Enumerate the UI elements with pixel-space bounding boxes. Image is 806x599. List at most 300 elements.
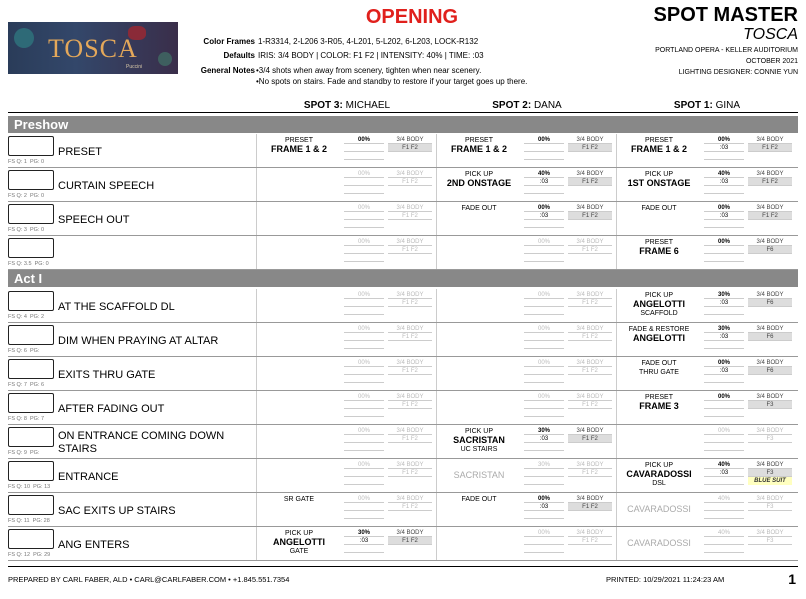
intensity: 40% bbox=[704, 495, 744, 503]
iris: 3/4 BODY bbox=[568, 393, 612, 401]
intensity-time bbox=[704, 427, 744, 457]
iris-color bbox=[388, 359, 432, 389]
cue-ref bbox=[8, 159, 44, 165]
column-divider bbox=[436, 323, 437, 357]
blank-cell bbox=[524, 152, 564, 160]
cue-description: SAC EXITS UP STAIRS bbox=[58, 504, 176, 517]
iris-color bbox=[748, 170, 792, 200]
fs-cue: FS Q: 4 bbox=[8, 314, 27, 320]
fade-time bbox=[344, 144, 384, 152]
iris-color bbox=[568, 291, 612, 321]
color-frame: F3 bbox=[748, 503, 792, 511]
column-divider bbox=[256, 357, 257, 391]
cue-description bbox=[58, 238, 256, 270]
intensity-time bbox=[344, 359, 384, 389]
ghost-target: CAVARADOSSI bbox=[627, 504, 691, 514]
iris: 3/4 BODY bbox=[568, 325, 612, 333]
logo-decoration bbox=[158, 52, 172, 66]
cue-checkbox[interactable] bbox=[8, 238, 54, 258]
action-target: ANGELOTTI bbox=[633, 299, 685, 309]
iris: 3/4 BODY bbox=[568, 461, 612, 469]
iris: 3/4 BODY bbox=[748, 204, 792, 212]
intensity: 00% bbox=[524, 136, 564, 144]
iris: 3/4 BODY bbox=[568, 238, 612, 246]
spot-action bbox=[618, 393, 700, 411]
cue-checkbox[interactable] bbox=[8, 529, 54, 549]
spot-action bbox=[438, 136, 520, 154]
prepared-by: PREPARED BY CARL FABER, ALD • CARL@CARLFABER.COM • +1.845.551.7354 bbox=[8, 575, 290, 584]
page-ref: PG: 29 bbox=[33, 552, 51, 558]
column-divider bbox=[436, 289, 437, 323]
intensity-time bbox=[344, 461, 384, 491]
blank-cell bbox=[524, 220, 564, 228]
color-frame: F6 bbox=[748, 246, 792, 254]
blank-cell bbox=[344, 307, 384, 315]
fade-time bbox=[524, 537, 564, 545]
spot-note bbox=[568, 443, 612, 451]
color-frame: F1 F2 bbox=[388, 299, 432, 307]
iris-color bbox=[388, 495, 432, 525]
action-verb: PICK UP bbox=[284, 530, 313, 537]
action-verb: FADE OUT bbox=[641, 205, 677, 212]
color-frame: F3 bbox=[748, 401, 792, 409]
column-divider bbox=[436, 168, 437, 202]
date: OCTOBER 2021 bbox=[745, 58, 798, 65]
action-location: DSL bbox=[652, 480, 666, 487]
spot-note bbox=[748, 186, 792, 194]
column-divider bbox=[256, 236, 257, 270]
intensity-time bbox=[704, 461, 744, 491]
spot-action bbox=[618, 204, 700, 213]
spot-action bbox=[618, 359, 700, 377]
action-verb: FADE OUT bbox=[461, 496, 497, 503]
intensity-time bbox=[704, 238, 744, 268]
spot-note bbox=[388, 443, 432, 451]
intensity-time bbox=[344, 529, 384, 559]
printed-timestamp: PRINTED: 10/29/2021 11:24:23 AM bbox=[606, 575, 725, 584]
cue-description: ENTRANCE bbox=[58, 470, 119, 483]
intensity-time bbox=[344, 136, 384, 166]
fade-time bbox=[344, 367, 384, 375]
iris-color bbox=[748, 136, 792, 166]
intensity-time bbox=[704, 291, 744, 321]
intensity: 00% bbox=[524, 291, 564, 299]
action-location: SR GATE bbox=[283, 496, 315, 503]
blank-cell bbox=[524, 307, 564, 315]
spot-note bbox=[388, 511, 432, 519]
cue-ref bbox=[8, 314, 44, 320]
fs-cue: FS Q: 2 bbox=[8, 193, 27, 199]
iris: 3/4 BODY bbox=[388, 393, 432, 401]
cue-checkbox[interactable] bbox=[8, 461, 54, 481]
action-location: GATE bbox=[289, 548, 309, 555]
general-note-2: •No spots on stairs. Fade and standby to restore if your target goes up there. bbox=[256, 77, 528, 86]
spot-action bbox=[438, 427, 520, 454]
page-ref: PG: 2 bbox=[30, 314, 45, 320]
action-target: FRAME 6 bbox=[639, 246, 679, 256]
intensity-time bbox=[704, 359, 744, 389]
spot-note bbox=[748, 152, 792, 160]
spot-note bbox=[748, 220, 792, 228]
cue-checkbox[interactable] bbox=[8, 136, 54, 156]
iris-color bbox=[568, 238, 612, 268]
cue-description: CURTAIN SPEECH bbox=[58, 179, 155, 192]
color-frame: F1 F2 bbox=[568, 333, 612, 341]
blank-cell bbox=[704, 186, 744, 194]
fade-time bbox=[704, 246, 744, 254]
intensity: 30% bbox=[704, 325, 744, 333]
intensity: 00% bbox=[704, 359, 744, 367]
fade-time bbox=[704, 401, 744, 409]
spot-note bbox=[388, 307, 432, 315]
action-verb: PICK UP bbox=[644, 171, 673, 178]
action-verb: PICK UP bbox=[464, 171, 493, 178]
iris-color bbox=[748, 461, 792, 491]
blank-cell bbox=[344, 511, 384, 519]
action-target: 2ND ONSTAGE bbox=[446, 178, 512, 188]
operator-name: MICHAEL bbox=[345, 100, 391, 111]
show-logo bbox=[8, 22, 178, 74]
fade-time bbox=[344, 178, 384, 186]
color-frame: F1 F2 bbox=[388, 401, 432, 409]
cue-ref bbox=[8, 227, 44, 233]
iris-color bbox=[748, 325, 792, 355]
iris-color bbox=[388, 136, 432, 166]
intensity-time bbox=[524, 393, 564, 423]
fade-time bbox=[344, 401, 384, 409]
cue-row bbox=[8, 459, 798, 493]
iris: 3/4 BODY bbox=[568, 529, 612, 537]
iris: 3/4 BODY bbox=[388, 359, 432, 367]
cue-description: ON ENTRANCE COMING DOWN STAIRS bbox=[58, 430, 225, 455]
action-target: FRAME 1 & 2 bbox=[270, 144, 327, 154]
column-divider bbox=[616, 527, 617, 561]
iris: 3/4 BODY bbox=[388, 170, 432, 178]
fade-time: :03 bbox=[704, 367, 744, 375]
cue-row bbox=[8, 357, 798, 391]
cue-checkbox[interactable] bbox=[8, 204, 54, 224]
iris: 3/4 BODY bbox=[568, 204, 612, 212]
show-title: TOSCA bbox=[743, 26, 798, 43]
intensity: 00% bbox=[704, 238, 744, 246]
page-ref: PG: 0 bbox=[30, 159, 45, 165]
cue-row bbox=[8, 493, 798, 527]
intensity: 00% bbox=[524, 325, 564, 333]
color-frame: F1 F2 bbox=[388, 212, 432, 220]
cue-checkbox[interactable] bbox=[8, 170, 54, 190]
color-frame: F1 F2 bbox=[568, 469, 612, 477]
action-location: THRU GATE bbox=[639, 369, 679, 376]
iris: 3/4 BODY bbox=[388, 204, 432, 212]
blank-cell bbox=[704, 307, 744, 315]
page-ref: PG: 13 bbox=[33, 484, 51, 490]
color-frame: F1 F2 bbox=[388, 144, 432, 152]
intensity-time bbox=[524, 170, 564, 200]
fade-time: :03 bbox=[524, 503, 564, 511]
intensity-time bbox=[704, 529, 744, 559]
color-frame: F3 bbox=[748, 537, 792, 545]
cue-description: SPEECH OUT bbox=[58, 213, 130, 226]
fade-time: :03 bbox=[524, 178, 564, 186]
defaults-label: Defaults bbox=[223, 51, 255, 60]
color-frame: F1 F2 bbox=[568, 367, 612, 375]
spot-note bbox=[748, 545, 792, 553]
iris-color bbox=[748, 204, 792, 234]
fade-time bbox=[344, 212, 384, 220]
intensity-time bbox=[524, 461, 564, 491]
cue-row bbox=[8, 425, 798, 459]
blank-cell bbox=[524, 375, 564, 383]
blank-cell bbox=[704, 477, 744, 485]
spot-note bbox=[568, 307, 612, 315]
lighting-designer: LIGHTING DESIGNER: CONNIE YUN bbox=[678, 69, 798, 76]
intensity-time bbox=[704, 136, 744, 166]
fade-time: :03 bbox=[704, 178, 744, 186]
column-header-spot1 bbox=[618, 100, 796, 111]
spot-note bbox=[568, 477, 612, 485]
cue-checkbox[interactable] bbox=[8, 393, 54, 413]
cue-checkbox[interactable] bbox=[8, 427, 54, 447]
fs-cue: FS Q: 11 bbox=[8, 518, 30, 524]
spot-action bbox=[438, 495, 520, 504]
column-divider bbox=[436, 202, 437, 236]
intensity-time bbox=[344, 170, 384, 200]
action-verb: PRESET bbox=[644, 394, 673, 401]
page-ref: PG: 0 bbox=[30, 227, 45, 233]
action-target: ANGELOTTI bbox=[273, 537, 325, 547]
iris-color bbox=[748, 291, 792, 321]
iris: 3/4 BODY bbox=[388, 427, 432, 435]
iris: 3/4 BODY bbox=[748, 291, 792, 299]
intensity: 40% bbox=[704, 461, 744, 469]
blank-cell bbox=[704, 152, 744, 160]
action-target: FRAME 1 & 2 bbox=[450, 144, 507, 154]
intensity: 00% bbox=[524, 204, 564, 212]
blank-cell bbox=[524, 443, 564, 451]
cue-ref bbox=[8, 382, 44, 388]
intensity: 30% bbox=[524, 427, 564, 435]
color-frame: F6 bbox=[748, 299, 792, 307]
fade-time bbox=[344, 246, 384, 254]
spot-note bbox=[568, 152, 612, 160]
blank-cell bbox=[344, 443, 384, 451]
blank-cell bbox=[704, 341, 744, 349]
cue-description: EXITS THRU GATE bbox=[58, 368, 156, 381]
color-frame: F1 F2 bbox=[568, 212, 612, 220]
spot-note bbox=[568, 375, 612, 383]
blank-cell bbox=[524, 511, 564, 519]
iris: 3/4 BODY bbox=[568, 136, 612, 144]
general-notes-label: General Notes bbox=[200, 66, 255, 75]
intensity: 30% bbox=[344, 529, 384, 537]
column-divider bbox=[436, 493, 437, 527]
cue-ref bbox=[8, 518, 50, 524]
blank-cell bbox=[524, 545, 564, 553]
general-note-1: •3/4 shots when away from scenery, tighten when near scenery. bbox=[256, 66, 482, 75]
spot-note bbox=[748, 375, 792, 383]
column-header-spot2 bbox=[438, 100, 616, 111]
fade-time bbox=[344, 435, 384, 443]
intensity: 00% bbox=[344, 427, 384, 435]
iris-color bbox=[748, 495, 792, 525]
color-frame: F1 F2 bbox=[748, 178, 792, 186]
intensity: 00% bbox=[344, 238, 384, 246]
fade-time bbox=[704, 435, 744, 443]
spot-label: SPOT 1: bbox=[673, 100, 713, 111]
column-divider bbox=[616, 357, 617, 391]
iris: 3/4 BODY bbox=[388, 238, 432, 246]
fade-time bbox=[344, 333, 384, 341]
blank-cell bbox=[704, 254, 744, 262]
action-verb: PRESET bbox=[464, 137, 493, 144]
color-frame: F1 F2 bbox=[568, 144, 612, 152]
column-divider bbox=[436, 459, 437, 493]
iris: 3/4 BODY bbox=[748, 170, 792, 178]
iris: 3/4 BODY bbox=[748, 495, 792, 503]
fade-time bbox=[524, 299, 564, 307]
color-frame: F1 F2 bbox=[388, 537, 432, 545]
color-frame: F1 F2 bbox=[388, 246, 432, 254]
iris: 3/4 BODY bbox=[568, 170, 612, 178]
fs-cue: FS Q: 3 bbox=[8, 227, 27, 233]
cue-ref bbox=[8, 416, 44, 422]
fs-cue: FS Q: 8 bbox=[8, 416, 27, 422]
page-ref: PG: 6 bbox=[30, 382, 45, 388]
column-header-spot3 bbox=[258, 100, 436, 111]
intensity: 00% bbox=[524, 393, 564, 401]
cue-row bbox=[8, 134, 798, 168]
spot-note bbox=[388, 545, 432, 553]
column-divider bbox=[616, 391, 617, 425]
intensity-time bbox=[344, 495, 384, 525]
iris-color bbox=[568, 359, 612, 389]
intensity: 00% bbox=[344, 136, 384, 144]
fade-time: :03 bbox=[524, 212, 564, 220]
iris-color bbox=[388, 291, 432, 321]
fade-time bbox=[704, 503, 744, 511]
color-frames-label: Color Frames bbox=[203, 37, 255, 46]
column-divider bbox=[436, 425, 437, 459]
spot-label: SPOT 3: bbox=[303, 100, 343, 111]
fade-time bbox=[344, 503, 384, 511]
iris-color bbox=[568, 325, 612, 355]
intensity-time bbox=[524, 238, 564, 268]
iris: 3/4 BODY bbox=[388, 529, 432, 537]
fade-time: :03 bbox=[704, 333, 744, 341]
spot-note bbox=[388, 220, 432, 228]
cue-row bbox=[8, 168, 798, 202]
cue-checkbox[interactable] bbox=[8, 325, 54, 345]
intensity-time bbox=[524, 136, 564, 166]
spot-action bbox=[618, 291, 700, 318]
ghost-target: CAVARADOSSI bbox=[627, 538, 691, 548]
fade-time bbox=[524, 469, 564, 477]
iris-color bbox=[568, 529, 612, 559]
intensity-time bbox=[704, 170, 744, 200]
iris-color bbox=[388, 427, 432, 457]
color-frame: F1 F2 bbox=[568, 537, 612, 545]
color-frame: F1 F2 bbox=[388, 178, 432, 186]
column-divider bbox=[436, 236, 437, 270]
iris-color bbox=[388, 393, 432, 423]
column-divider bbox=[256, 459, 257, 493]
spot-action bbox=[618, 170, 700, 188]
iris-color bbox=[568, 204, 612, 234]
fs-cue: FS Q: 10 bbox=[8, 484, 31, 490]
column-divider bbox=[616, 323, 617, 357]
color-frame: F1 F2 bbox=[748, 144, 792, 152]
column-divider bbox=[256, 391, 257, 425]
action-target: ANGELOTTI bbox=[633, 333, 685, 343]
logo-subtitle: Puccini bbox=[126, 64, 143, 70]
cue-checkbox[interactable] bbox=[8, 291, 54, 311]
intensity: 00% bbox=[344, 291, 384, 299]
iris-color bbox=[388, 325, 432, 355]
column-divider bbox=[616, 168, 617, 202]
iris-color bbox=[748, 427, 792, 457]
fs-cue: FS Q: 7 bbox=[8, 382, 27, 388]
fade-time: :03 bbox=[704, 144, 744, 152]
column-divider bbox=[616, 202, 617, 236]
color-frame: F1 F2 bbox=[388, 367, 432, 375]
page-ref: PG: 28 bbox=[32, 518, 50, 524]
intensity: 00% bbox=[344, 359, 384, 367]
spot-note bbox=[568, 254, 612, 262]
spot-note bbox=[568, 409, 612, 417]
column-divider bbox=[436, 527, 437, 561]
cue-ref bbox=[8, 552, 50, 558]
iris: 3/4 BODY bbox=[748, 325, 792, 333]
column-divider bbox=[256, 527, 257, 561]
iris-color bbox=[388, 529, 432, 559]
blank-cell bbox=[344, 254, 384, 262]
intensity-time bbox=[704, 325, 744, 355]
action-target: FRAME 3 bbox=[639, 401, 679, 411]
fs-cue: FS Q: 9 bbox=[8, 450, 27, 456]
cue-row bbox=[8, 202, 798, 236]
spot-action bbox=[438, 170, 520, 188]
iris: 3/4 BODY bbox=[748, 393, 792, 401]
spot-action bbox=[258, 529, 340, 556]
iris-color bbox=[568, 170, 612, 200]
spot-note bbox=[568, 220, 612, 228]
spot-label: SPOT 2: bbox=[492, 100, 532, 111]
intensity: 00% bbox=[344, 325, 384, 333]
intensity: 40% bbox=[704, 529, 744, 537]
action-verb: PICK UP bbox=[464, 428, 493, 435]
cue-checkbox[interactable] bbox=[8, 495, 54, 515]
page-ref: PG: 0 bbox=[34, 261, 49, 267]
iris-color bbox=[748, 238, 792, 268]
blank-cell bbox=[344, 220, 384, 228]
intensity-time bbox=[524, 291, 564, 321]
column-divider bbox=[256, 134, 257, 168]
action-verb: PICK UP bbox=[644, 292, 673, 299]
column-divider bbox=[616, 459, 617, 493]
cue-checkbox[interactable] bbox=[8, 359, 54, 379]
action-target: CAVARADOSSI bbox=[626, 469, 692, 479]
fs-cue: FS Q: 6 bbox=[8, 348, 27, 354]
spot-note bbox=[748, 254, 792, 262]
column-divider bbox=[616, 236, 617, 270]
color-frames-value: 1-R3314, 2-L206 3-R05, 4-L201, 5-L202, 6-L203, LOCK-R132 bbox=[258, 37, 479, 46]
intensity-time bbox=[524, 325, 564, 355]
blank-cell bbox=[704, 375, 744, 383]
fade-time: :03 bbox=[704, 469, 744, 477]
fade-time bbox=[524, 367, 564, 375]
blank-cell bbox=[344, 545, 384, 553]
intensity-time bbox=[704, 393, 744, 423]
